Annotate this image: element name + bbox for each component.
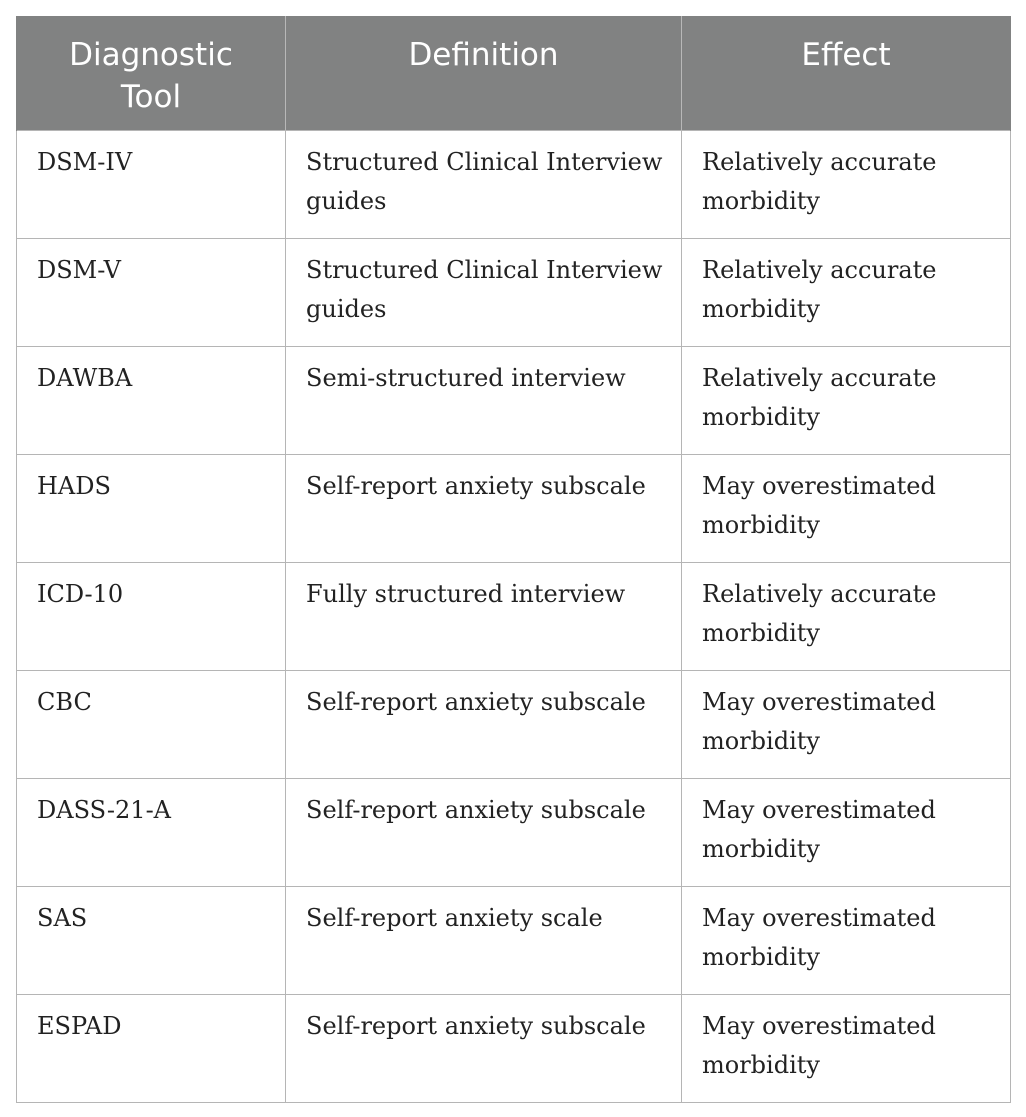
table-row [17, 346, 1011, 454]
cell-diagnostic-tool: DSM-V [17, 238, 286, 346]
diagnostic-tools-table [16, 16, 1011, 1103]
cell-definition: Structured Clinical Interview guides [286, 130, 682, 238]
cell-diagnostic-tool: ESPAD [17, 994, 286, 1102]
table-row [17, 886, 1011, 994]
table-row [17, 130, 1011, 238]
header-definition: Definition [286, 16, 682, 130]
cell-diagnostic-tool: DAWBA [17, 346, 286, 454]
cell-effect: Relatively accurate morbidity [682, 238, 1011, 346]
header-effect: Effect [682, 16, 1011, 130]
table-row [17, 994, 1011, 1102]
table-body [17, 130, 1011, 1102]
table-row [17, 778, 1011, 886]
cell-effect: Relatively accurate morbidity [682, 346, 1011, 454]
cell-diagnostic-tool: SAS [17, 886, 286, 994]
cell-effect: May overestimated morbidity [682, 778, 1011, 886]
cell-diagnostic-tool: DSM-IV [17, 130, 286, 238]
cell-effect: May overestimated morbidity [682, 886, 1011, 994]
header-row [17, 16, 1011, 130]
cell-diagnostic-tool: ICD-10 [17, 562, 286, 670]
cell-definition: Fully structured interview [286, 562, 682, 670]
cell-effect: Relatively accurate morbidity [682, 130, 1011, 238]
cell-effect: Relatively accurate morbidity [682, 562, 1011, 670]
table-row [17, 238, 1011, 346]
cell-diagnostic-tool: CBC [17, 670, 286, 778]
cell-diagnostic-tool: HADS [17, 454, 286, 562]
cell-definition: Self-report anxiety subscale [286, 994, 682, 1102]
cell-effect: May overestimated morbidity [682, 454, 1011, 562]
cell-effect: May overestimated morbidity [682, 670, 1011, 778]
table-container [16, 16, 1010, 1103]
cell-definition: Self-report anxiety subscale [286, 778, 682, 886]
header-diagnostic-tool: Diagnostic Tool [17, 16, 286, 130]
cell-definition: Self-report anxiety subscale [286, 454, 682, 562]
table-row [17, 670, 1011, 778]
cell-definition: Self-report anxiety subscale [286, 670, 682, 778]
table-row [17, 454, 1011, 562]
cell-definition: Semi-structured interview [286, 346, 682, 454]
cell-diagnostic-tool: DASS-21-A [17, 778, 286, 886]
cell-effect: May overestimated morbidity [682, 994, 1011, 1102]
cell-definition: Structured Clinical Interview guides [286, 238, 682, 346]
table-row [17, 562, 1011, 670]
table-header [17, 16, 1011, 130]
cell-definition: Self-report anxiety scale [286, 886, 682, 994]
